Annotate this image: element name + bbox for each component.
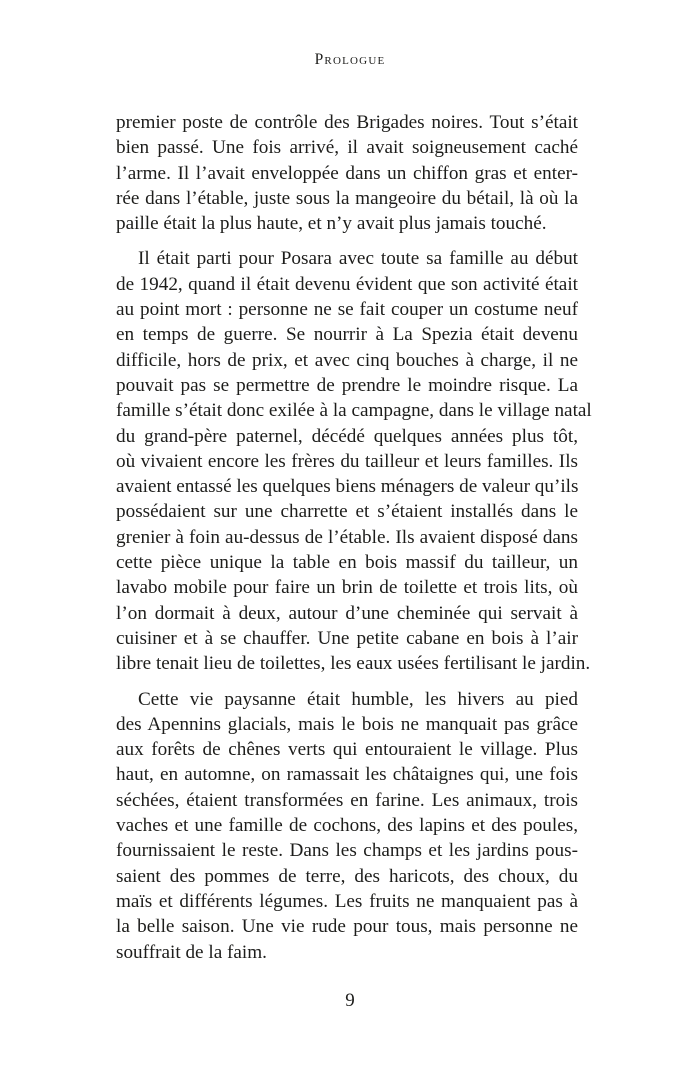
text-line: Cette vie paysanne était humble, les hivers au pied (138, 688, 578, 710)
text-line: maïs et différents légumes. Les fruits ne manquaient pas à (116, 890, 578, 912)
text-line: lavabo mobile pour faire un brin de toilette et trois lits, où (116, 577, 578, 599)
text-line: saient des pommes de terre, des haricots, des choux, du (116, 865, 578, 887)
text-line: cette pièce unique la table en bois massif du tailleur, un (116, 552, 578, 574)
running-head: Prologue (314, 51, 386, 68)
text-line: famille s’était donc exilée à la campagne, dans le village natal (116, 400, 592, 422)
text-line: avaient entassé les quelques biens ménagers de valeur qu’ils (116, 476, 579, 498)
text-line: rée dans l’étable, juste sous la mangeoire du bétail, là où la (116, 187, 578, 209)
text-line: l’on dormait à deux, autour d’une cheminée qui servait à (116, 602, 578, 624)
text-line: vaches et une famille de cochons, des lapins et des poules, (116, 815, 578, 837)
text-line: libre tenait lieu de toilettes, les eaux usées fertilisant le jardin. (116, 653, 591, 675)
text-line: l’arme. Il l’avait enveloppée dans un chiffon gras et enter- (116, 162, 578, 184)
text-line: aux forêts de chênes verts qui entouraient le village. Plus (116, 739, 578, 761)
text-line: Il était parti pour Posara avec toute sa famille au début (138, 248, 578, 270)
text-line: pouvait pas se permettre de prendre le moindre risque. La (116, 374, 578, 396)
text-line: haut, en automne, on ramassait les châtaignes qui, une fois (116, 764, 578, 786)
text-line: bien passé. Une fois arrivé, il avait soigneusement caché (116, 137, 578, 159)
text-line: fournissaient le reste. Dans les champs et les jardins pous- (116, 840, 578, 862)
text-line: cuisiner et à se chauffer. Une petite cabane en bois à l’air (116, 627, 578, 649)
page-number: 9 (345, 990, 355, 1011)
body-text (116, 110, 592, 965)
text-line: du grand-père paternel, décédé quelques années plus tôt, (116, 425, 578, 447)
text-line: en temps de guerre. Se nourrir à La Spezia était devenu (116, 324, 578, 346)
text-line: où vivaient encore les frères du tailleur et leurs familles. Ils (116, 450, 578, 472)
text-line: possédaient sur une charrette et s’étaient installés dans le (116, 501, 578, 523)
paragraph-3 (116, 687, 578, 965)
paragraph-2 (116, 246, 592, 676)
text-line: paille était la plus haute, et n’y avait plus jamais touché. (116, 213, 547, 235)
paragraph-1 (116, 110, 578, 236)
text-line: des Apennins glacials, mais le bois ne manquait pas grâce (116, 713, 578, 735)
text-line: au point mort : personne ne se fait couper un costume neuf (116, 299, 578, 321)
text-line: grenier à foin au-dessus de l’étable. Ils avaient disposé dans (116, 526, 578, 548)
text-line: séchées, étaient transformées en farine. Les animaux, trois (116, 789, 578, 811)
text-line: de 1942, quand il était devenu évident que son activité était (116, 273, 578, 295)
text-line: souffrait de la faim. (116, 941, 267, 963)
text-line: premier poste de contrôle des Brigades noires. Tout s’était (116, 112, 578, 133)
text-line: difficile, hors de prix, et avec cinq bouches à charge, il ne (116, 349, 578, 371)
text-line: la belle saison. Une vie rude pour tous, mais personne ne (116, 916, 578, 938)
